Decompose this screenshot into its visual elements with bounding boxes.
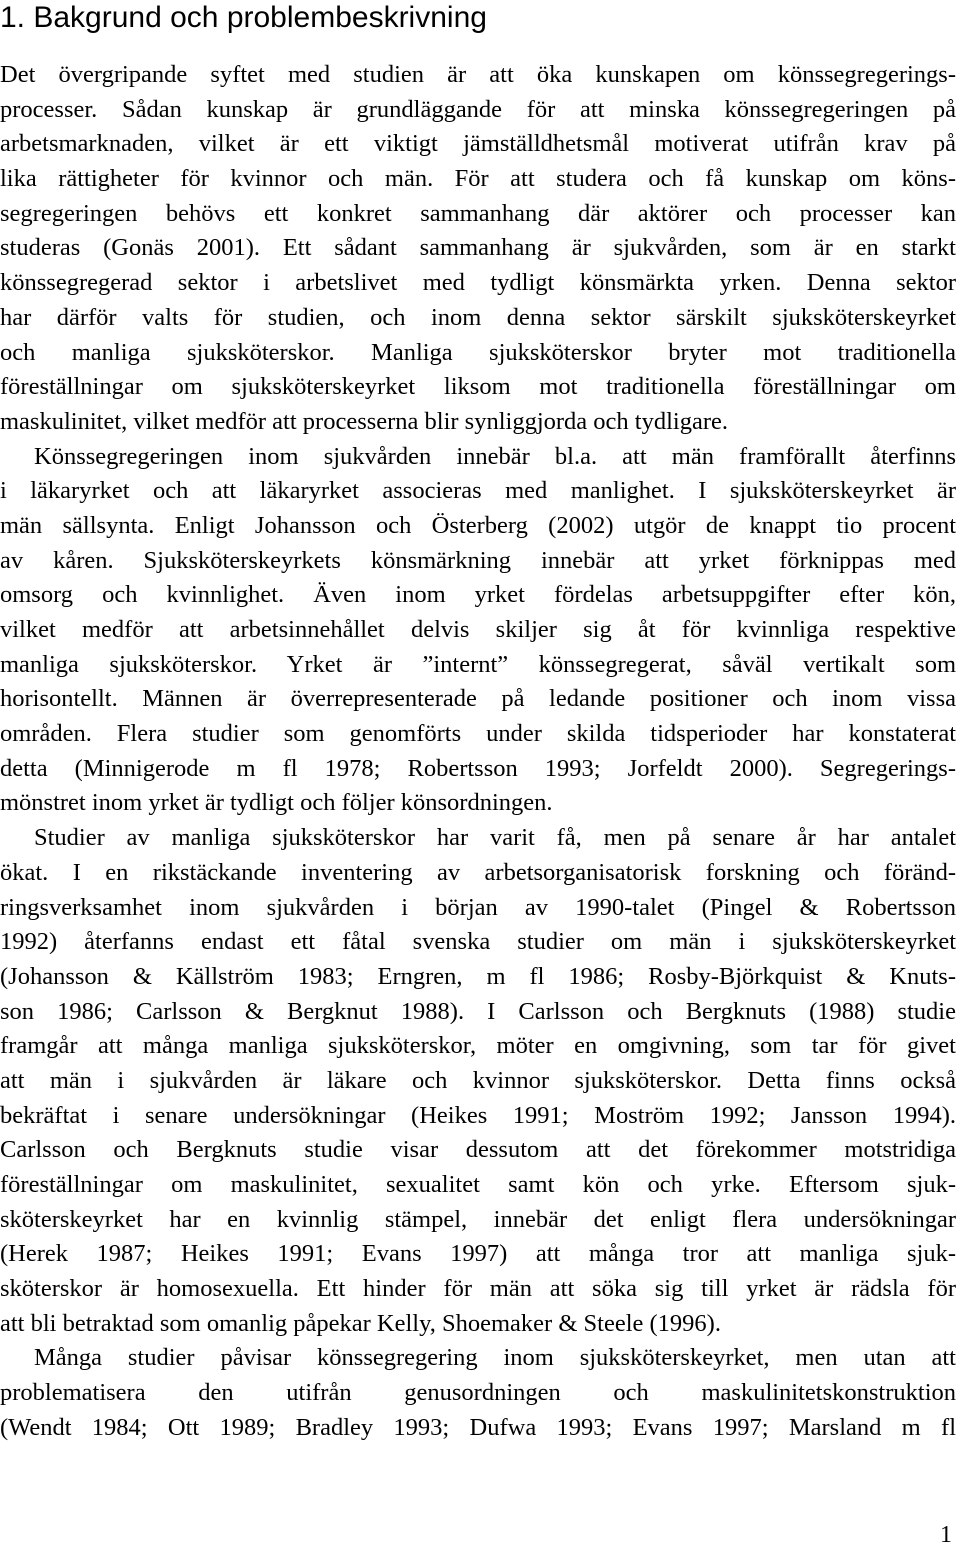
text-line: omsorg och kvinnlighet. Även inom yrket fördelas arbetsuppgifter efter kön, bbox=[0, 581, 956, 609]
text-line: Många studier påvisar könssegregering inom sjuksköterskeyrket, men utan att bbox=[34, 1344, 956, 1372]
text-line: framgår att många manliga sjuksköterskor, möter en omgivning, som tar för givet bbox=[0, 1032, 956, 1060]
text-line: processer. Sådan kunskap är grundläggande för att minska könssegregeringen på bbox=[0, 95, 956, 123]
text-line: manliga sjuksköterskor. Yrket är ”internt” könssegregerat, såväl vertikalt som bbox=[0, 650, 956, 678]
text-line: (Wendt 1984; Ott 1989; Bradley 1993; Dufwa 1993; Evans 1997; Marsland m fl bbox=[0, 1413, 956, 1441]
text-line: vilket medför att arbetsinnehållet delvis skiljer sig åt för kvinnliga respektive bbox=[0, 616, 956, 643]
text-line: i läkaryrket och att läkaryrket associeras med manlighet. I sjuksköterskeyrket är bbox=[0, 477, 956, 505]
text-line: ökat. I en rikstäckande inventering av arbetsorganisatorisk forskning och föränd- bbox=[0, 858, 956, 886]
text-line: arbetsmarknaden, vilket är ett viktigt jämställdhetsmål motiverat utifrån krav på bbox=[0, 130, 956, 158]
body-text bbox=[0, 58, 956, 1446]
text-line: Det övergripande syftet med studien är att öka kunskapen om könssegregerings- bbox=[0, 61, 956, 88]
text-line: (Johansson & Källström 1983; Erngren, m fl 1986; Rosby-Björkquist & Knuts- bbox=[0, 962, 956, 990]
text-line: 1992) återfanns endast ett fåtal svenska studier om män i sjuksköterskeyrket bbox=[0, 928, 956, 956]
text-line: ringsverksamhet inom sjukvården i början av 1990-talet (Pingel & Robertsson bbox=[0, 893, 956, 921]
text-line: detta (Minnigerode m fl 1978; Robertsson 1993; Jorfeldt 2000). Segregerings- bbox=[0, 754, 956, 782]
text-line: studeras (Gonäs 2001). Ett sådant sammanhang är sjukvården, som är en starkt bbox=[0, 234, 956, 262]
text-line: maskulinitet, vilket medför att processerna blir synliggjorda och tydligare. bbox=[0, 407, 729, 435]
text-line: av kåren. Sjuksköterskeyrkets könsmärkning innebär att yrket förknippas med bbox=[0, 546, 956, 574]
text-line: könssegregerad sektor i arbetslivet med tydligt könsmärkta yrken. Denna sektor bbox=[0, 269, 956, 297]
text-line: och manliga sjuksköterskor. Manliga sjuksköterskor bryter mot traditionella bbox=[0, 338, 956, 366]
text-line: Könssegregeringen inom sjukvården innebär bl.a. att män framförallt återfinns bbox=[34, 442, 956, 470]
text-line: har därför valts för studien, och inom denna sektor särskilt sjuksköterskeyrket bbox=[0, 303, 956, 331]
text-line: (Herek 1987; Heikes 1991; Evans 1997) att många tror att manliga sjuk- bbox=[0, 1240, 956, 1268]
text-line: segregeringen behövs ett konkret sammanhang där aktörer och processer kan bbox=[0, 199, 956, 227]
text-line: bekräftat i senare undersökningar (Heikes 1991; Moström 1992; Jansson 1994). bbox=[0, 1101, 956, 1129]
text-line: Carlsson och Bergknuts studie visar dessutom att det förekommer motstridiga bbox=[0, 1136, 956, 1164]
text-line: sköterskeyrket har en kvinnlig stämpel, innebär det enligt flera undersökningar bbox=[0, 1205, 956, 1233]
text-line: mönstret inom yrket är tydligt och följer könsordningen. bbox=[0, 789, 553, 817]
text-line: son 1986; Carlsson & Bergknut 1988). I Carlsson och Bergknuts (1988) studie bbox=[0, 997, 956, 1025]
page-number: 1 bbox=[940, 1522, 952, 1548]
text-line: sköterskor är homosexuella. Ett hinder för män att söka sig till yrket är rädsla för bbox=[0, 1275, 956, 1303]
text-line: att män i sjukvården är läkare och kvinnor sjuksköterskor. Detta finns också bbox=[0, 1066, 956, 1094]
text-line: lika rättigheter för kvinnor och män. För att studera och få kunskap om köns- bbox=[0, 165, 956, 193]
text-line: områden. Flera studier som genomförts under skilda tidsperioder har konstaterat bbox=[0, 720, 956, 748]
text-line: föreställningar om maskulinitet, sexualitet samt kön och yrke. Eftersom sjuk- bbox=[0, 1171, 956, 1198]
section-heading: 1. Bakgrund och problembeskrivning bbox=[0, 1, 487, 34]
text-line: horisontellt. Männen är överrepresenterade på ledande positioner och inom vissa bbox=[0, 685, 956, 713]
text-line: problematisera den utifrån genusordningen och maskulinitetskonstruktion bbox=[0, 1379, 956, 1407]
text-line: att bli betraktad som omanlig påpekar Kelly, Shoemaker & Steele (1996). bbox=[0, 1309, 721, 1337]
text-line: föreställningar om sjuksköterskeyrket liksom mot traditionella föreställningar om bbox=[0, 373, 956, 401]
text-line: män sällsynta. Enligt Johansson och Österberg (2002) utgör de knappt tio procent bbox=[0, 511, 956, 539]
text-line: Studier av manliga sjuksköterskor har varit få, men på senare år har antalet bbox=[34, 824, 956, 852]
